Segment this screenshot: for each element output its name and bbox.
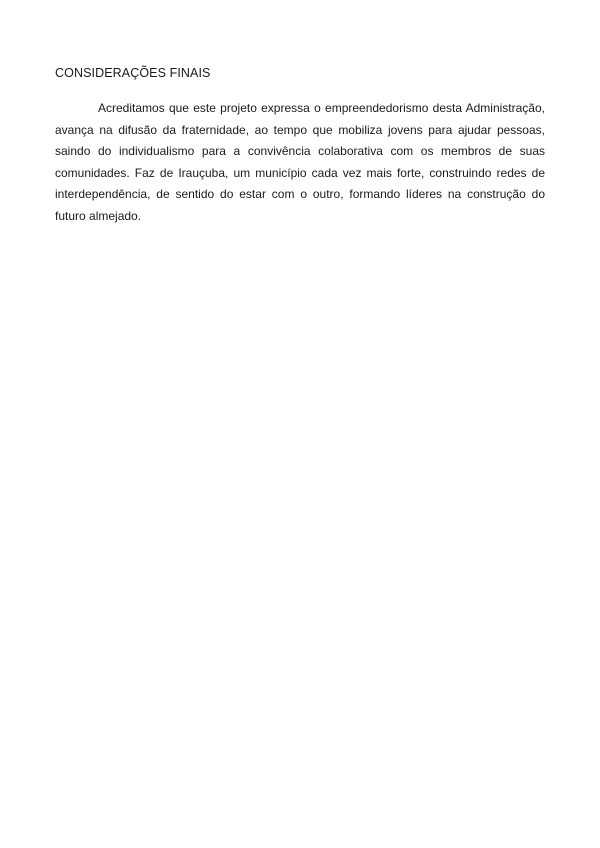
page-content: [55, 66, 545, 227]
section-title: CONSIDERAÇÕES FINAIS: [55, 66, 211, 80]
body-paragraph: Acreditamos que este projeto expressa o empreendedorismo desta Administração, avança na difusão da fraternidade, ao tempo que mobiliza jovens para ajudar pessoas, saindo do individualismo para a convivência colaborativa com os membros de suas comunidades. Faz de Irauçuba, um município cada vez mais forte, construindo redes de interdependência, de sentido do estar com o outro, formando líderes na construção do futuro almejado.: [55, 101, 545, 223]
